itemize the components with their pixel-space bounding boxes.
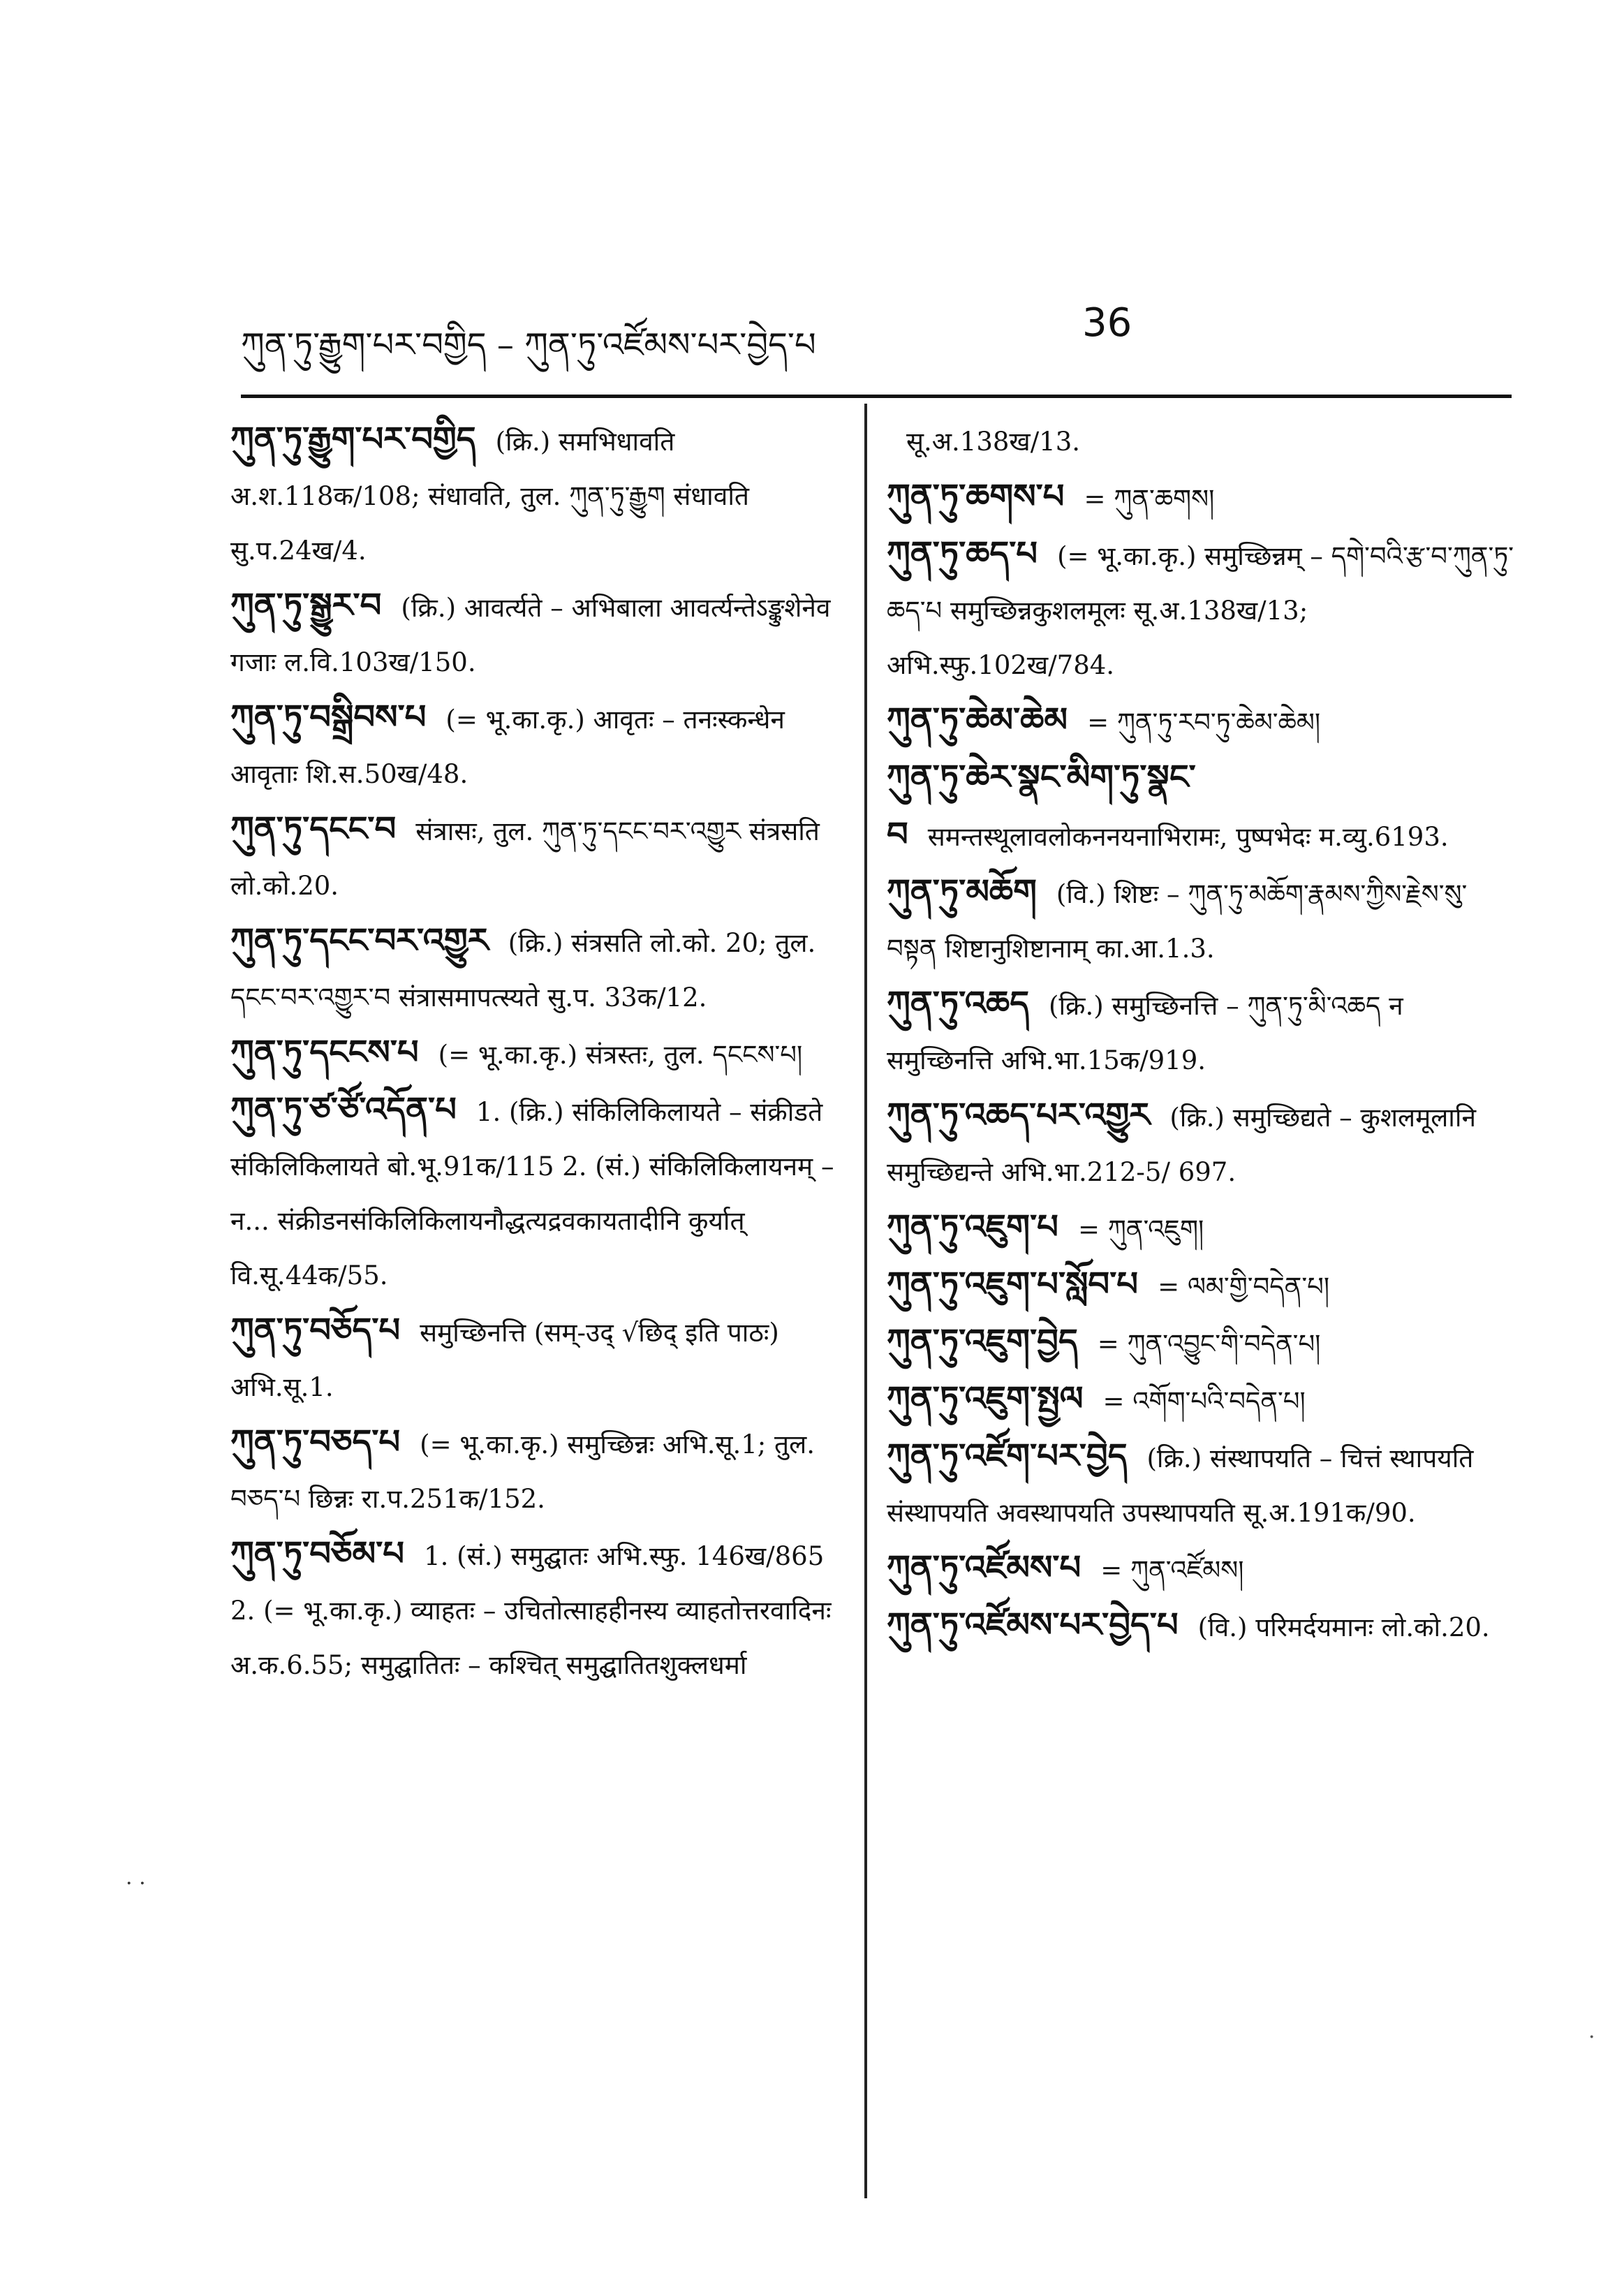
entry-text: समुच्छिनत्ति (सम्-उद् √छिद् इति पाठः) अभि.सू.1. [230,1318,779,1402]
entry-text: = ཀུན་འཇུག། [1077,1214,1204,1244]
entry-headword: ཀུན་ཏུ་དངང་བ [230,809,397,848]
entry-headword: ཀུན་ཏུ་ཆེམ་ཆེམ [887,700,1068,740]
dictionary-entry [887,1257,1515,1314]
dictionary-entry [230,690,845,802]
dictionary-entry [230,802,845,913]
scan-marks-left: · · [126,1871,146,1896]
entry-headword: ཀུན་ཏུ་སྒྱུར་བ [230,586,382,625]
entry-text: (वि.) शिष्टः – ཀུན་ཏུ་མཆོག་རྣམས་ཀྱིས་རྗེས་སུ་བསྟན शिष्टानुशिष्टानाम् का.आ.1.3. [887,879,1468,964]
entry-headword: ཀུན་ཏུ་རྒྱུག་པར་བགྱིད [230,420,476,459]
entry-text: = ཀུན་འཛོམས། [1100,1555,1244,1585]
header-rule [241,395,1512,398]
dictionary-entry [230,913,845,1025]
entry-headword: ཀུན་ཏུ་བསྒྲིབས་པ [230,698,427,737]
entry-headword: ཀུན་ཏུ་མཆོག [887,872,1037,911]
entry-headword: ཀུན་ཏུ་དངངས་པ [230,1033,419,1072]
entry-text: = ཀུན་འབྱུང་གི་བདེན་པ། [1097,1329,1321,1359]
entry-text: (= भू.का.कृ.) संत्रस्तः, तुल. དངངས་པ། [438,1040,803,1070]
entry-text: (= भू.का.कृ.) समुच्छिन्नम् – དགེ་བའི་རྩ་བ་ཀུན་ཏུ་ཆད་པ समुच्छिन्नकुशलमूलः सू.अ.138ख/13; अभि.स्फु.102ख/784. [887,541,1514,680]
entry-headword: ཀུན་ཏུ་འཇུག་པ་སློབ་པ [887,1265,1139,1304]
entry-text: = འགོག་པའི་བདེན་པ། [1102,1386,1306,1416]
entry-headword: ཀུན་ཏུ་འཆད [887,984,1030,1023]
dictionary-entry [887,1088,1515,1200]
dictionary-entry [887,1429,1515,1540]
entry-text: (= भू.का.कृ.) आवृतः – तनःस्कन्धेन आवृताः शि.स.50ख/48. [230,705,785,789]
entry-headword: ཀུན་ཏུ་བཅད་པ [230,1422,401,1462]
header-range: ཀུན་ཏུ་རྒྱུག་པར་བགྱིད – ཀུན་ཏུ་འཛོམས་པར་བྱེད་པ [241,325,816,365]
dictionary-entry [887,527,1515,693]
dictionary-entry [887,1598,1515,1655]
entry-headword: ཀུན་ཏུ་འཛོམས་པ [887,1548,1082,1587]
dictionary-entry [887,750,1515,865]
entry-text: 1. (सं.) समुद्घातः अभि.स्फु. 146ख/865 2. (= भू.का.कृ.) व्याहतः – उचितोत्साहहीनस्य व्याहतोत्तरवादिनः अ.क.6.55; समुद्घातितः – कश्चित् समुद्घातितशुक्लधर्मा [230,1541,832,1680]
page-number: 36 [1082,300,1132,346]
dictionary-entry [887,412,1515,469]
entry-headword: ཀུན་ཏུ་འཇུག་སྤྱལ [887,1379,1084,1418]
dictionary-entry [887,1540,1515,1598]
entry-headword: ཀུན་ཏུ་ཆགས་པ [887,477,1065,516]
entry-headword: ཀུན་ཏུ་འཆད་པར་འགྱུར [887,1096,1151,1135]
entry-text: संत्रासः, तुल. ཀུན་ཏུ་དངང་བར་འགྱུར संत्रसति लो.को.20. [230,816,820,901]
entry-headword: ཀུན་ཏུ་འཇུག་བྱེད [887,1322,1078,1361]
left-column [230,412,845,1693]
entry-text: समन्तस्थूलावलोकननयनाभिरामः, पुष्पभेदः म.व्यु.6193. [927,822,1449,852]
entry-text: सू.अ.138ख/13. [906,427,1080,457]
entry-headword: ཀུན་ཏུ་བཅོམ་པ [230,1534,405,1573]
dictionary-entry [230,1415,845,1527]
entry-text: (क्रि.) संत्रसति लो.को. 20; तुल. དངང་བར་འགྱུར་བ संत्रासमापत्स्यते सु.प. 33क/12. [230,928,816,1013]
dictionary-entry [887,1371,1515,1429]
dictionary-entry [887,1200,1515,1257]
entry-headword: ཀུན་ཏུ་ཆད་པ [887,534,1038,573]
entry-headword: ཀུན་ཏུ་འཇུག་པ [887,1207,1058,1246]
right-column [887,412,1515,1655]
entry-headword: ཀུན་ཏུ་འཛོམས་པར་བྱེད་པ [887,1605,1179,1645]
entry-text: (क्रि.) संस्थापयति – चित्तं स्थापयति संस्थापयति अवस्थापयति उपस्थापयति सू.अ.191क/90. [887,1443,1474,1528]
entry-text: (क्रि.) समुच्छिनत्ति – ཀུན་ཏུ་མི་འཆད न समुच्छिनत्ति अभि.भा.15क/919. [887,991,1403,1075]
dictionary-entry [230,1082,845,1303]
entry-text: (= भू.का.कृ.) समुच्छिन्नः अभि.सू.1; तुल. བཅད་པ छिन्नः रा.प.251क/152. [230,1429,815,1514]
entry-headword: ཀུན་ཏུ་དངང་བར་འགྱུར [230,921,489,960]
scan-mark-right: · [1588,2025,1595,2050]
entry-text: (क्रि.) समभिधावति अ.श.118क/108; संधावति, तुल. ཀུན་ཏུ་རྒྱུག संधावति सु.प.24ख/4. [230,427,750,566]
running-header [241,300,1512,363]
entry-text: = ཀུན་ཆགས། [1084,484,1215,514]
entry-headword: ཀུན་ཏུ་ཙ་ཙོ་འདོན་པ [230,1090,457,1129]
entry-headword: ཀུན་ཏུ་བཅོད་པ [230,1311,401,1350]
column-divider [864,404,867,2198]
dictionary-entry [230,578,845,690]
entry-text: (क्रि.) समुच्छिद्यते – कुशलमूलानि समुच्छिद्यन्ते अभि.भा.212-5/ 697. [887,1103,1477,1187]
entry-text: (वि.) परिमर्दयमानः लो.को.20. [1197,1612,1490,1642]
dictionary-entry [887,865,1515,976]
dictionary-entry [230,412,845,578]
entry-headword: ཀུན་ཏུ་ཆེར་སྣང་མིག་ཏུ་སྣང་བ [887,758,1196,854]
dictionary-entry [887,976,1515,1088]
dictionary-entry [887,469,1515,527]
entry-text: = ཀུན་ཏུ་རབ་ཏུ་ཆེམ་ཆེམ། [1087,707,1321,737]
dictionary-entry [230,1527,845,1693]
dictionary-entry [230,1303,845,1415]
entry-text: (क्रि.) आवर्त्यते – अभिबाला आवर्त्यन्तेऽङ्कुशेनेव गजाः ल.वि.103ख/150. [230,593,831,677]
dictionary-entry [230,1025,845,1082]
dictionary-entry [887,693,1515,750]
dictionary-entry [887,1314,1515,1371]
entry-text: = ལམ་གྱི་བདེན་པ། [1158,1272,1330,1302]
entry-headword: ཀུན་ཏུ་འཛོག་པར་བྱེད [887,1436,1128,1476]
entry-text: 1. (क्रि.) संकिलिकिलायते – संक्रीडते संकिलिकिलायते बो.भू.91क/115 2. (सं.) संकिलिकिलायनम् – न... संक्रीडनसंकिलिकिलायनौद्धत्यद्रवकायतादीनि कुर्यात् वि.सू.44क/55. [230,1097,834,1290]
